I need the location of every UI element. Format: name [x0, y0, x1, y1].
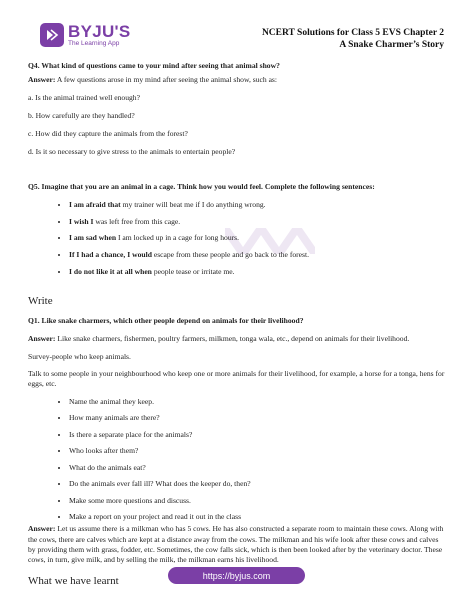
page-header — [262, 27, 444, 51]
write-q1-answer-2: Answer: Let us assume there is a milkman who has 5 cows. He has also constructed a separate room to maintain these cows. Along with the cows, there are calves which are kept at a distance away from the cows. The milkman and his wife look after these cows and calves by providing them with grass, fodder, etc. Sometimes, the cow falls sick, which is then been looked after by the veterinary doctor. These cows, in turn, give milk, and by selling the milk, the milkman earns his livelihood. — [28, 524, 444, 565]
q4-question: Q4. What kind of questions came to your mind after seeing that animal show? — [28, 61, 280, 70]
header-subtitle: A Snake Charmer’s Story — [339, 40, 444, 50]
talk-text: Talk to some people in your neighbourhood who keep one or more animals for their livelihood, for example, a horse for a tonga, hens for eggs, etc. — [28, 369, 445, 389]
q4-option-b: b. How carefully are they handled? — [28, 110, 135, 120]
list-item: • I am afraid that my trainer will beat me if I do anything wrong. — [69, 200, 446, 210]
list-item: • Make a report on your project and read it out in the class — [69, 512, 446, 522]
list-item: • Name the animal they keep. — [69, 397, 446, 407]
answer-label: Answer: — [28, 75, 56, 85]
q4-option-c: c. How did they capture the animals from the forest? — [28, 129, 188, 139]
answer-label: Answer: — [28, 334, 56, 344]
list-item: • Who looks after them? — [69, 446, 446, 456]
section-heading-what-we-have-learnt: What we have learnt — [28, 575, 119, 588]
write-q1-answer: Answer: Like snake charmers, fishermen, poultry farmers, milkmen, tonga wala, etc., depend on animals for their livelihood. — [28, 334, 410, 344]
survey-text: Survey-people who keep animals. — [28, 351, 131, 361]
list-item: • Make some more questions and discuss. — [69, 496, 446, 506]
page-content — [28, 61, 446, 596]
list-item: • Do the animals ever fall ill? What does the keeper do, then? — [69, 479, 446, 489]
header-title: NCERT Solutions for Class 5 EVS Chapter 2 — [261, 28, 444, 38]
list-item: • I wish I was left free from this cage. — [69, 217, 446, 227]
survey-question-list — [28, 397, 446, 523]
section-heading-write: Write — [28, 295, 53, 308]
q5-question: Q5. Imagine that you are an animal in a cage. Think how you would feel. Complete the following sentences: — [28, 181, 375, 191]
q5-sentence-list — [28, 200, 446, 277]
list-item: • I am sad when I am locked up in a cage for long hours. — [69, 233, 446, 243]
q4-option-d: d. Is it so necessary to give stress to the animals to entertain people? — [28, 147, 236, 157]
list-item: • How many animals are there? — [69, 413, 446, 423]
write-q1-question: Q1. Like snake charmers, which other people depend on animals for their livelihood? — [28, 316, 304, 326]
q4-answer — [28, 75, 446, 85]
answer-label: Answer: — [28, 524, 56, 534]
brand-tagline: The Learning App — [68, 40, 120, 47]
list-item: • What do the animals eat? — [69, 463, 446, 473]
byjus-logo-icon — [40, 23, 64, 47]
list-item: • If I had a chance, I would escape from these people and go back to the forest. — [69, 250, 446, 260]
brand-name: BYJU'S — [68, 22, 131, 41]
q4-answer-text: A few questions arose in my mind after seeing the animal show, such as: — [55, 75, 278, 85]
list-item: • I do not like it at all when people tease or irritate me. — [69, 267, 446, 277]
footer-url-link[interactable]: https://byjus.com — [168, 567, 305, 584]
list-item: • Is there a separate place for the animals? — [69, 430, 446, 440]
byjus-logo[interactable] — [40, 23, 131, 48]
q4-option-a: a. Is the animal trained well enough? — [28, 92, 140, 102]
